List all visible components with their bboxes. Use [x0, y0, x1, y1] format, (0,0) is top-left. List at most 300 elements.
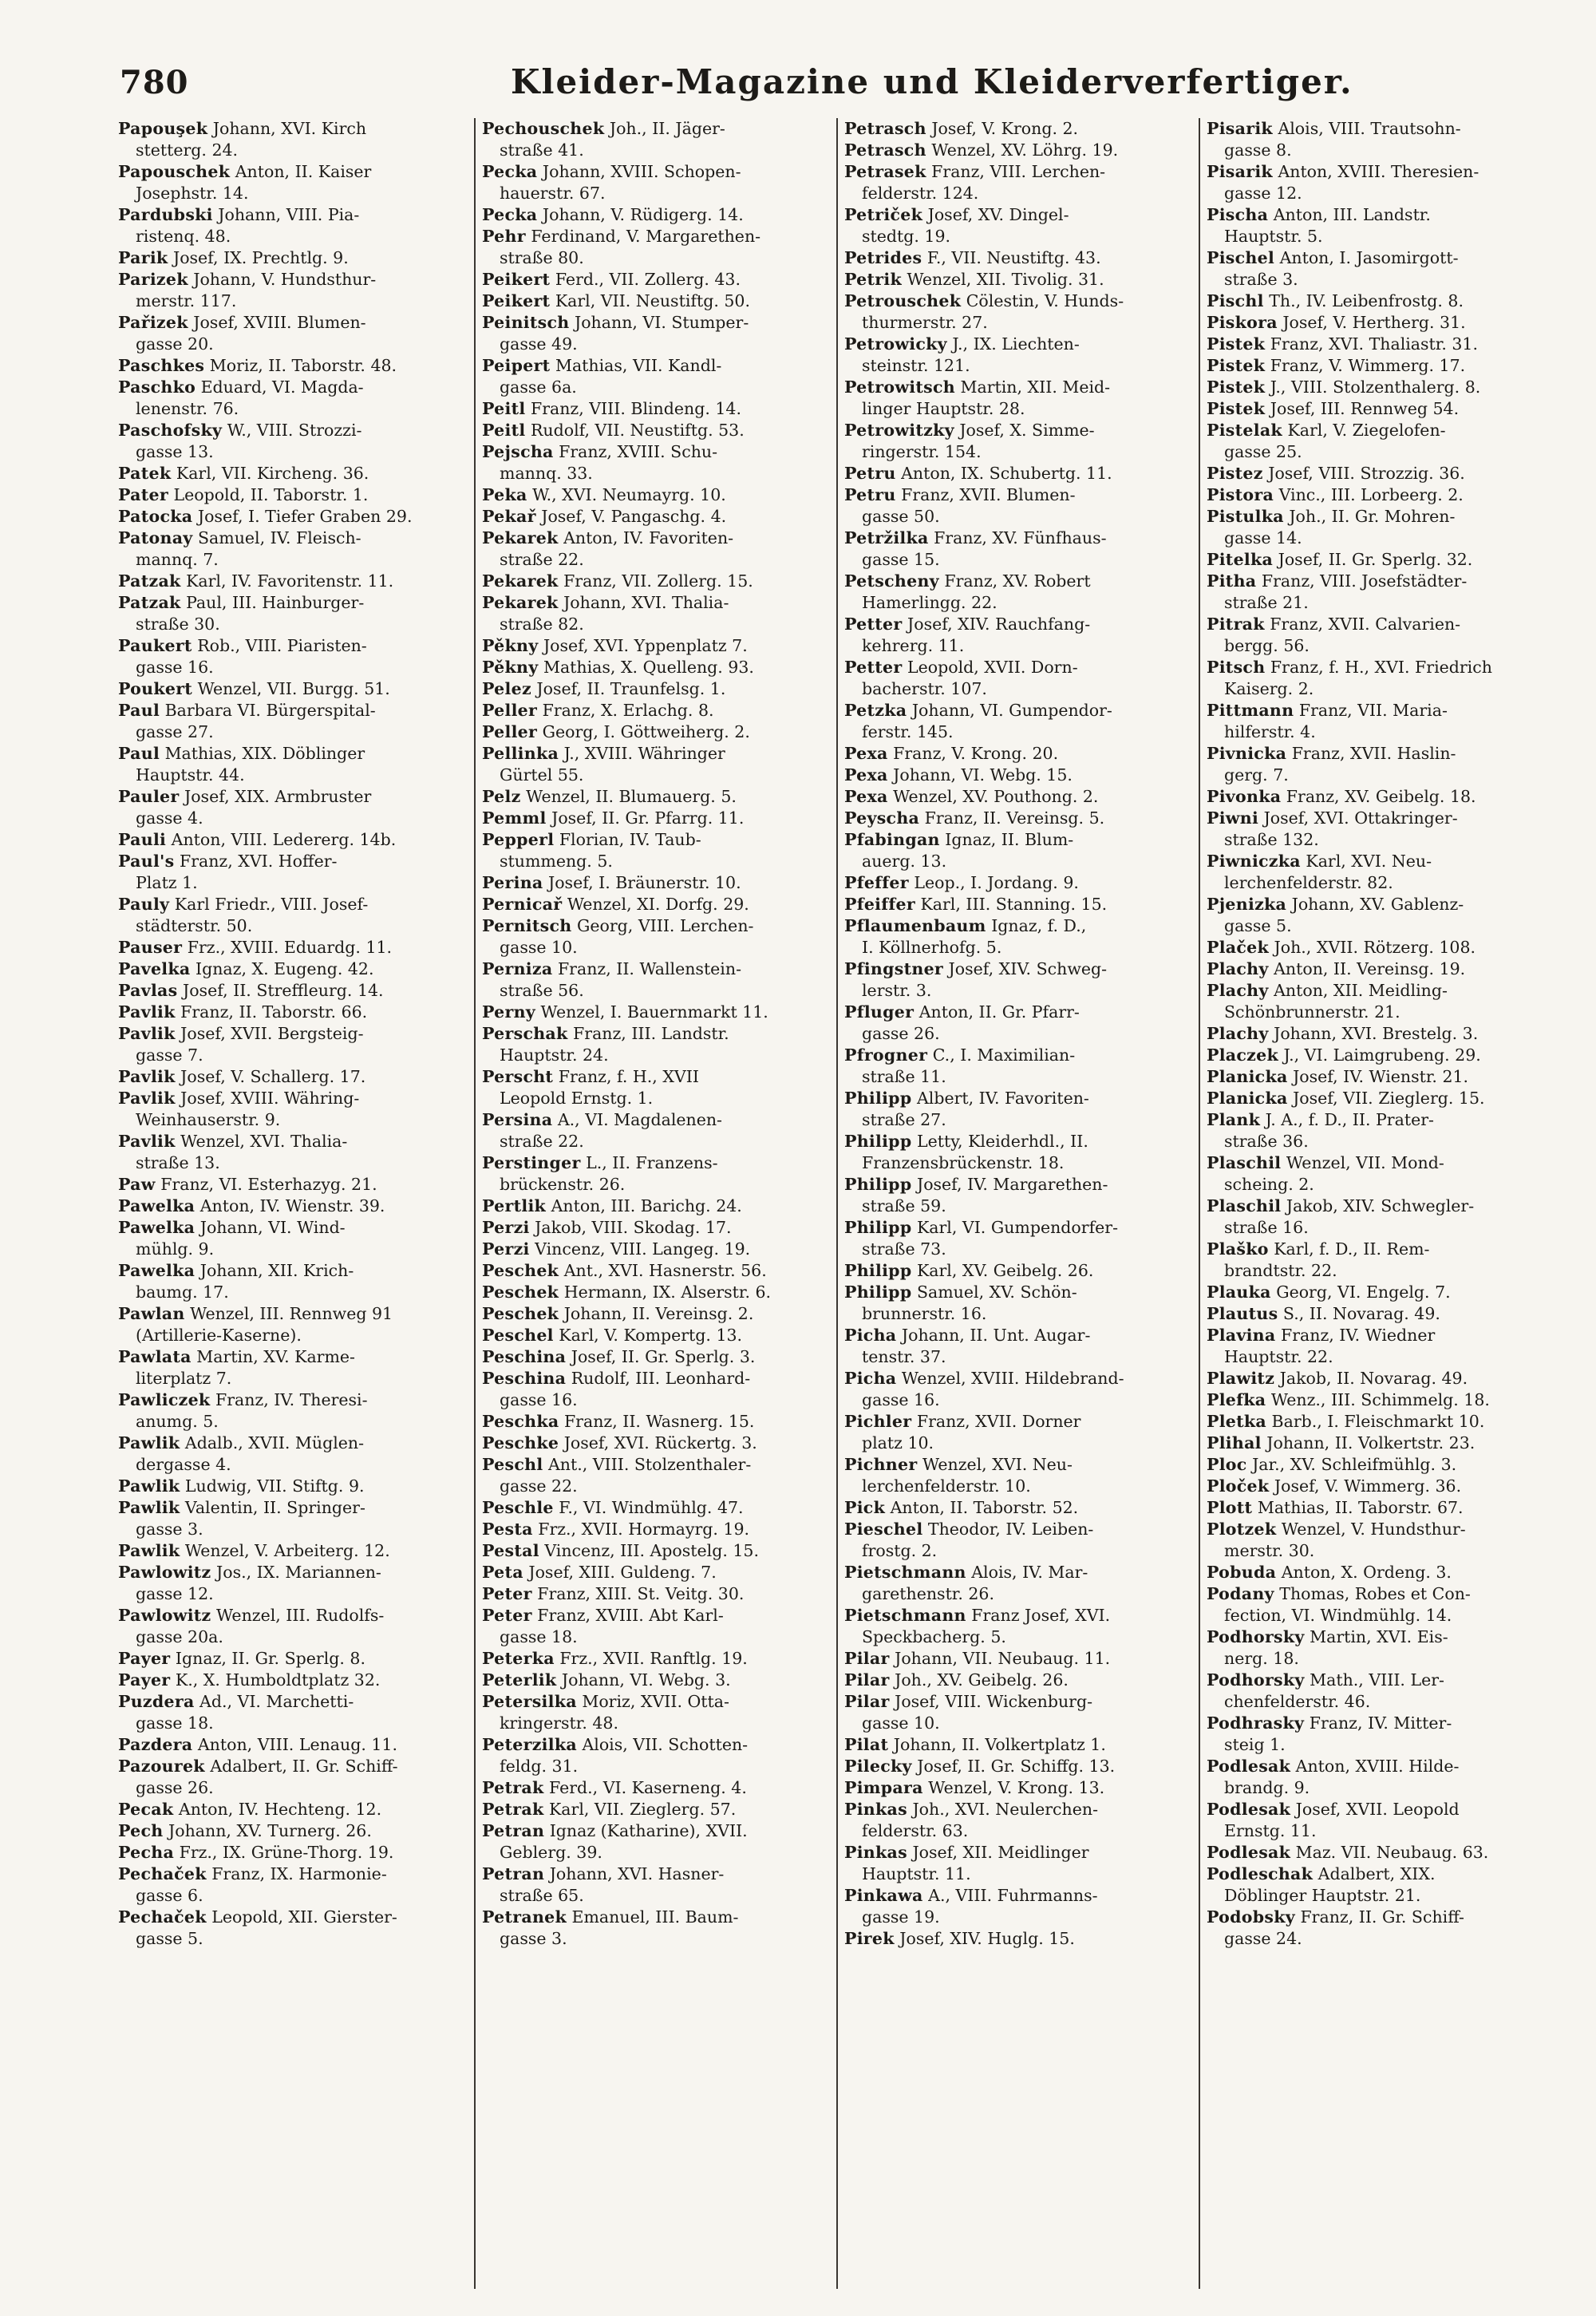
entry-details: Leopold Ernstg. 1. [500, 1089, 654, 1108]
entry-details: Math., VIII. Ler- [1304, 1670, 1444, 1690]
entry-details: kehrerg. 11. [862, 636, 965, 655]
entry-details: Platz 1. [136, 873, 198, 892]
directory-entry-continuation [482, 614, 833, 635]
directory-entry [482, 786, 833, 808]
entry-details: gasse 10. [500, 938, 578, 957]
directory-entry-continuation [1207, 915, 1558, 937]
entry-surname: Pistora [1207, 485, 1274, 504]
entry-surname: Pechouschek [482, 119, 605, 138]
entry-details: Franz, V. Krong. 20. [887, 744, 1059, 763]
entry-surname: Petter [844, 615, 903, 634]
directory-entry [482, 1260, 833, 1282]
entry-details: Vincenz, III. Apostelg. 15. [539, 1541, 759, 1560]
directory-entry-continuation [482, 1088, 833, 1109]
entry-surname: Petrik [844, 270, 902, 289]
entry-details: Frz., XVII. Hormayrg. 19. [532, 1520, 750, 1539]
directory-entry [1207, 290, 1558, 312]
entry-details: Mathias, VII. Kandl- [550, 356, 722, 375]
entry-details: Karl, III. Stanning. 15. [915, 895, 1108, 914]
directory-entry-continuation [118, 915, 469, 937]
directory-entry-continuation [1207, 1002, 1558, 1023]
entry-details: Leop., I. Jordang. 9. [908, 873, 1079, 892]
entry-details: Samuel, XV. Schön- [911, 1282, 1077, 1302]
entry-details: frostg. 2. [862, 1541, 938, 1560]
entry-details: Josef, XIV. Schweg- [943, 959, 1108, 978]
entry-details: straße 41. [500, 140, 584, 160]
directory-entry [1207, 204, 1558, 226]
entry-surname: Philipp [844, 1132, 912, 1151]
entry-surname: Peschle [482, 1498, 554, 1517]
entry-details: Ludwig, VII. Stiftg. 9. [180, 1476, 365, 1496]
directory-entry [844, 786, 1195, 808]
directory-entry [482, 700, 833, 721]
directory-entry-continuation [118, 1325, 469, 1346]
directory-entry [482, 829, 833, 851]
entry-surname: Payer [118, 1649, 171, 1668]
directory-entry [844, 743, 1195, 765]
directory-entry-continuation [118, 1454, 469, 1476]
entry-surname: Pjenizka [1207, 895, 1287, 914]
directory-entry [118, 1217, 469, 1239]
directory-entry [1207, 398, 1558, 420]
directory-entry [482, 1670, 833, 1691]
entry-details: straße 3. [1224, 270, 1298, 289]
entry-details: tenstr. 37. [862, 1347, 946, 1366]
directory-entry [118, 1756, 469, 1777]
entry-surname: Plachy [1207, 981, 1269, 1000]
entry-details: J., XVIII. Währinger [559, 744, 725, 763]
directory-entry [482, 1282, 833, 1303]
entry-details: felderstr. 124. [862, 184, 979, 203]
entry-details: straße 65. [500, 1886, 584, 1905]
entry-surname: Planicka [1207, 1089, 1288, 1108]
entry-details: F., VII. Neustiftg. 43. [922, 248, 1101, 267]
entry-details: straße 56. [500, 981, 584, 1000]
directory-entry-continuation [482, 1131, 833, 1152]
entry-details: gasse 3. [500, 1929, 567, 1948]
entry-surname: Persina [482, 1110, 553, 1129]
directory-entry-continuation [482, 1174, 833, 1196]
directory-entry [844, 808, 1195, 829]
directory-entry [118, 1562, 469, 1583]
entry-surname: Pekarek [482, 593, 559, 612]
directory-entry [844, 571, 1195, 592]
directory-entry [1207, 355, 1558, 377]
directory-entry [844, 118, 1195, 140]
entry-details: Karl, V. Kompertg. 13. [553, 1326, 743, 1345]
entry-details: Johann, V. Hundsthur- [188, 270, 377, 289]
entry-surname: Plautus [1207, 1304, 1278, 1323]
directory-entry [844, 1217, 1195, 1239]
entry-surname: Peitl [482, 421, 526, 440]
directory-entry [1207, 1282, 1558, 1303]
directory-entry-continuation [118, 1519, 469, 1540]
entry-details: Wenzel, V. Krong. 13. [922, 1778, 1105, 1797]
directory-entry [844, 1174, 1195, 1196]
entry-details: steinstr. 121. [862, 356, 970, 375]
directory-entry [844, 1777, 1195, 1799]
entry-surname: Pawlowitz [118, 1606, 211, 1625]
entry-surname: Pistek [1207, 377, 1266, 397]
directory-entry [482, 1411, 833, 1433]
entry-details: Franz, VIII. Josefstädter- [1256, 571, 1468, 591]
directory-entry-continuation [118, 1885, 469, 1907]
directory-entry [482, 226, 833, 247]
entry-surname: Podlesak [1207, 1843, 1291, 1862]
directory-entry [482, 1239, 833, 1260]
entry-surname: Podleschak [1207, 1864, 1314, 1883]
entry-details: Josef, II. Streffleurg. 14. [177, 981, 384, 1000]
entry-surname: Pilecky [844, 1757, 912, 1776]
entry-surname: Pech [118, 1821, 164, 1840]
directory-entry [482, 1368, 833, 1389]
entry-surname: Papouşek [118, 119, 208, 138]
entry-details: Josef, XVI. Yppenplatz 7. [538, 636, 748, 655]
directory-entry-continuation [1207, 1648, 1558, 1670]
directory-entry [844, 1734, 1195, 1756]
entry-details: Ignaz (Katharine), XVII. [544, 1821, 748, 1840]
entry-surname: Poukert [118, 679, 193, 698]
directory-entry-continuation [844, 1713, 1195, 1734]
directory-entry [118, 1670, 469, 1691]
entry-surname: Philipp [844, 1261, 912, 1280]
entry-surname: Pietschmann [844, 1606, 966, 1625]
directory-entry [482, 1583, 833, 1605]
entry-surname: Peter [482, 1584, 532, 1603]
directory-entry-continuation [482, 549, 833, 571]
entry-surname: Petrak [482, 1778, 544, 1797]
entry-details: Johann, II. Volkertstr. 23. [1261, 1433, 1476, 1452]
directory-entry [118, 484, 469, 506]
directory-entry [482, 808, 833, 829]
entry-surname: Philipp [844, 1218, 912, 1237]
entry-details: Franz, XVI. Hoffer- [174, 852, 338, 871]
entry-details: Franz, VI. Esterhazyg. 21. [155, 1175, 377, 1194]
directory-entry-continuation [118, 1368, 469, 1389]
entry-surname: Pavlik [118, 1089, 176, 1108]
entry-details: Anton, III. Barichg. 24. [546, 1196, 742, 1215]
entry-details: Josef, IX. Prechtlg. 9. [168, 248, 349, 267]
entry-details: Georg, I. Göttweiherg. 2. [537, 722, 750, 741]
directory-entry [118, 1131, 469, 1152]
directory-entry [844, 528, 1195, 549]
directory-entry [482, 1562, 833, 1583]
entry-details: gasse 25. [1224, 442, 1302, 461]
entry-details: stetterg. 24. [136, 140, 239, 160]
directory-entry-continuation [844, 1433, 1195, 1454]
entry-details: Anton, II. Kaiser [230, 162, 372, 181]
entry-details: Johann, VIII. Pia- [212, 205, 360, 224]
entry-details: gasse 3. [136, 1520, 203, 1539]
entry-surname: Pernicař [482, 895, 563, 914]
entry-details: merstr. 117. [136, 291, 237, 310]
entry-details: dergasse 4. [136, 1455, 231, 1474]
directory-entry [1207, 334, 1558, 355]
directory-entry-continuation [482, 1756, 833, 1777]
directory-entry-continuation [118, 808, 469, 829]
directory-entry-continuation [482, 851, 833, 872]
entry-details: Mathias, II. Taborstr. 67. [1252, 1498, 1464, 1517]
entry-details: Joh., II. Gr. Mohren- [1283, 507, 1456, 526]
directory-entry [844, 765, 1195, 786]
directory-entry-continuation [844, 549, 1195, 571]
entry-surname: Pflaumenbaum [844, 916, 986, 935]
entry-details: Josef, X. Simme- [954, 421, 1095, 440]
directory-column-4 [1207, 118, 1558, 2289]
entry-surname: Patek [118, 464, 172, 483]
directory-entry-continuation [118, 290, 469, 312]
directory-entry [844, 1691, 1195, 1713]
directory-entry-continuation [1207, 1540, 1558, 1562]
directory-entry [482, 1605, 833, 1626]
entry-details: gasse 4. [136, 808, 203, 828]
entry-details: Karl, IV. Favoritenstr. 11. [180, 571, 394, 591]
entry-surname: Pelz [482, 787, 521, 806]
directory-entry-continuation [118, 183, 469, 204]
directory-entry [1207, 1066, 1558, 1088]
directory-entry [844, 377, 1195, 398]
entry-surname: Pobuda [1207, 1563, 1277, 1582]
entry-surname: Peschl [482, 1455, 543, 1474]
entry-surname: Pivnicka [1207, 744, 1287, 763]
entry-surname: Pardubski [118, 205, 213, 224]
entry-details: straße 22. [500, 1132, 584, 1151]
entry-surname: Planicka [1207, 1067, 1288, 1086]
entry-surname: Pecha [118, 1843, 175, 1862]
directory-entry [1207, 377, 1558, 398]
directory-entry [118, 528, 469, 549]
entry-surname: Petscheny [844, 571, 939, 591]
directory-entry-continuation [844, 506, 1195, 528]
entry-details: ristenq. 48. [136, 227, 231, 246]
entry-details: Franz, V. Wimmerg. 17. [1265, 356, 1466, 375]
entry-details: Johann, XV. Gablenz- [1286, 895, 1464, 914]
directory-entry [482, 204, 833, 226]
directory-entry [844, 269, 1195, 290]
entry-details: gasse 20a. [136, 1627, 223, 1646]
entry-details: gasse 15. [862, 550, 940, 569]
entry-surname: Peipert [482, 356, 551, 375]
entry-details: Wenzel, V. Hundsthur- [1276, 1520, 1466, 1539]
entry-details: Hauptstr. 11. [862, 1864, 971, 1883]
directory-entry [482, 1648, 833, 1670]
directory-entry-continuation [844, 1303, 1195, 1325]
directory-entry [482, 1519, 833, 1540]
entry-details: gasse 16. [862, 1390, 940, 1409]
directory-entry [482, 1109, 833, 1131]
entry-surname: Pařizek [118, 313, 188, 332]
directory-entry-continuation [118, 334, 469, 355]
entry-details: Wenzel, V. Arbeiterg. 12. [180, 1541, 390, 1560]
entry-details: merstr. 30. [1224, 1541, 1315, 1560]
directory-entry [482, 1196, 833, 1217]
directory-entry [118, 1023, 469, 1045]
entry-surname: Pejscha [482, 442, 554, 461]
directory-entry [118, 506, 469, 528]
directory-entry [482, 398, 833, 420]
entry-surname: Peta [482, 1563, 523, 1582]
directory-entry [1207, 549, 1558, 571]
entry-details: gasse 5. [1224, 916, 1292, 935]
entry-details: Franz, VII. Maria- [1294, 701, 1448, 720]
entry-details: J., IX. Liechten- [946, 334, 1080, 354]
entry-details: Jakob, VIII. Skodag. 17. [529, 1218, 732, 1237]
entry-surname: Podlesak [1207, 1757, 1291, 1776]
entry-surname: Pecka [482, 162, 538, 181]
directory-entry [844, 657, 1195, 678]
directory-entry [118, 1476, 469, 1497]
directory-entry [844, 290, 1195, 312]
directory-entry [844, 1260, 1195, 1282]
entry-details: Joh., XVII. Rötzerg. 108. [1269, 938, 1476, 957]
entry-surname: Pichler [844, 1412, 912, 1431]
entry-details: gasse 7. [136, 1045, 203, 1065]
entry-surname: Pepperl [482, 830, 555, 849]
directory-entry [118, 1433, 469, 1454]
entry-surname: Pfrogner [844, 1045, 928, 1065]
entry-details: straße 27. [862, 1110, 946, 1129]
directory-entry [1207, 1411, 1558, 1433]
directory-entry [844, 829, 1195, 851]
directory-entry-continuation [118, 398, 469, 420]
column-divider [1199, 118, 1200, 2289]
directory-entry [1207, 420, 1558, 441]
directory-entry [118, 829, 469, 851]
entry-details: Anton, XVIII. Theresien- [1272, 162, 1479, 181]
entry-surname: Plawitz [1207, 1369, 1275, 1388]
page-number: 780 [120, 64, 189, 101]
directory-entry-continuation [1207, 635, 1558, 657]
entry-surname: Petran [482, 1864, 545, 1883]
directory-entry [118, 463, 469, 484]
entry-details: Gürtel 55. [500, 765, 584, 785]
entry-surname: Plachy [1207, 1024, 1269, 1043]
entry-surname: Pekarek [482, 528, 559, 547]
directory-entry-continuation [482, 1045, 833, 1066]
entry-details: bergg. 56. [1224, 636, 1310, 655]
directory-entry [1207, 1368, 1558, 1389]
entry-details: Leopold, II. Taborstr. 1. [168, 485, 369, 504]
entry-details: gasse 22. [500, 1476, 578, 1496]
entry-details: stedtg. 19. [862, 227, 951, 246]
entry-details: Joh., XVI. Neulerchen- [907, 1800, 1099, 1819]
directory-entry [118, 1389, 469, 1411]
entry-surname: Pisarik [1207, 162, 1273, 181]
entry-details: Hauptstr. 44. [136, 765, 245, 785]
entry-surname: Pittmann [1207, 701, 1294, 720]
entry-surname: Pirek [844, 1929, 895, 1948]
directory-entry [1207, 700, 1558, 721]
directory-entry [1207, 463, 1558, 484]
entry-details: Samuel, IV. Fleisch- [192, 528, 361, 547]
entry-surname: Petrowicky [844, 334, 947, 354]
entry-surname: Piwni [1207, 808, 1259, 828]
entry-details: gasse 6a. [500, 377, 577, 397]
directory-entry [482, 1799, 833, 1820]
entry-details: Franz, XV. Geibelg. 18. [1281, 787, 1476, 806]
entry-surname: Peter [482, 1606, 532, 1625]
directory-entry-continuation [844, 1152, 1195, 1174]
entry-surname: Plaschil [1207, 1153, 1282, 1172]
directory-entry [844, 614, 1195, 635]
entry-surname: Plachy [1207, 959, 1269, 978]
directory-entry [118, 420, 469, 441]
directory-entry [118, 937, 469, 958]
entry-details: Franz, VIII. Blindeng. 14. [525, 399, 741, 418]
directory-entry [118, 1820, 469, 1842]
entry-details: Anton, VIII. Ledererg. 14b. [166, 830, 397, 849]
directory-entry [1207, 1152, 1558, 1174]
entry-details: Joh., XV. Geibelg. 26. [889, 1670, 1069, 1690]
directory-entry [482, 635, 833, 657]
directory-entry [118, 1691, 469, 1713]
directory-entry [482, 1820, 833, 1842]
directory-entry [1207, 894, 1558, 915]
entry-details: Anton, I. Jasomirgott- [1274, 248, 1459, 267]
entry-surname: Philipp [844, 1175, 912, 1194]
entry-surname: Pecka [482, 205, 538, 224]
entry-details: Florian, IV. Taub- [554, 830, 701, 849]
directory-entry-continuation [1207, 1691, 1558, 1713]
entry-details: Anton, IV. Wienstr. 39. [195, 1196, 385, 1215]
entry-surname: Peinitsch [482, 313, 570, 332]
entry-surname: Pischel [1207, 248, 1275, 267]
entry-details: Josephstr. 14. [136, 184, 249, 203]
directory-entry [1207, 1562, 1558, 1583]
directory-entry-continuation [844, 721, 1195, 743]
entry-details: Frz., XVIII. Eduardg. 11. [182, 938, 393, 957]
entry-details: gasse 5. [136, 1929, 203, 1948]
entry-details: lerchenfelderstr. 82. [1224, 873, 1393, 892]
directory-entry-continuation [482, 183, 833, 204]
directory-entry [118, 700, 469, 721]
entry-surname: Pawelka [118, 1261, 196, 1280]
directory-entry [1207, 614, 1558, 635]
column-divider [836, 118, 838, 2289]
entry-details: Franz, II. Wallenstein- [552, 959, 741, 978]
entry-surname: Peka [482, 485, 527, 504]
entry-surname: Pawlik [118, 1498, 180, 1517]
entry-details: Karl Friedr., VIII. Josef- [169, 895, 369, 914]
entry-surname: Plotzek [1207, 1520, 1277, 1539]
entry-surname: Podhorsky [1207, 1627, 1305, 1646]
entry-surname: Pistez [1207, 464, 1263, 483]
entry-surname: Pietschmann [844, 1563, 966, 1582]
directory-entry-continuation [118, 765, 469, 786]
entry-details: straße 80. [500, 248, 584, 267]
entry-surname: Peschek [482, 1304, 559, 1323]
entry-details: gasse 50. [862, 507, 940, 526]
entry-details: Ferd., VII. Zollerg. 43. [550, 270, 741, 289]
directory-entry [482, 1325, 833, 1346]
directory-entry-continuation [482, 1885, 833, 1907]
entry-surname: Pitrak [1207, 615, 1265, 634]
entry-details: Rudolf, VII. Neustiftg. 53. [525, 421, 745, 440]
entry-surname: Petrasch [844, 140, 926, 160]
directory-entry [482, 1346, 833, 1368]
entry-details: Franz, XV. Fünfhaus- [928, 528, 1107, 547]
entry-details: lerstr. 3. [862, 981, 932, 1000]
entry-details: Franz, XVII. Haslin- [1286, 744, 1456, 763]
directory-entry-continuation [844, 678, 1195, 700]
directory-entry [118, 1066, 469, 1088]
entry-details: Josef, V. Hertherg. 31. [1277, 313, 1466, 332]
directory-entry-continuation [844, 1023, 1195, 1045]
entry-details: Alois, VII. Schotten- [576, 1735, 749, 1754]
entry-surname: Peschke [482, 1433, 559, 1452]
directory-entry [1207, 1863, 1558, 1885]
entry-details: Ignaz, II. Blum- [939, 830, 1074, 849]
